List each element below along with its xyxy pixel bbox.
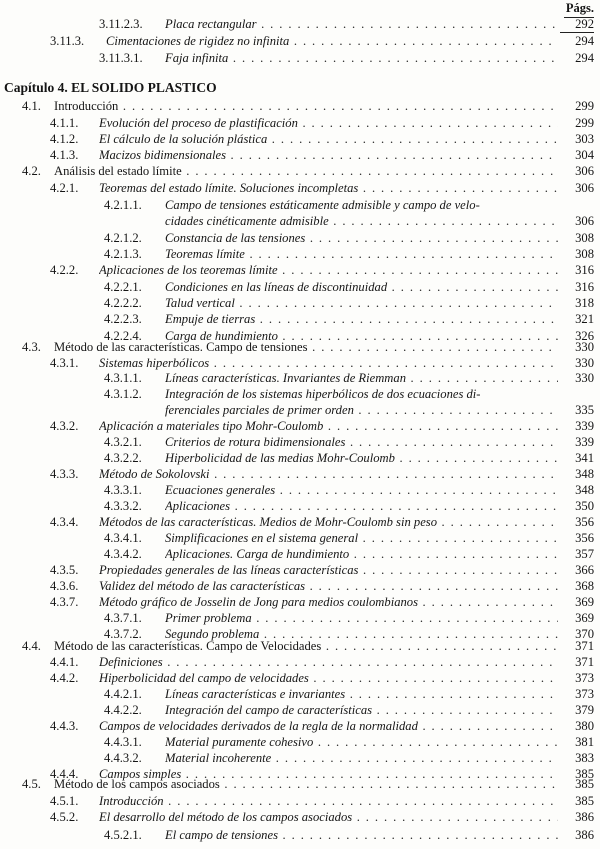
toc-entry <box>0 827 600 843</box>
entry-number: 4.2.2.3. <box>104 312 142 326</box>
entry-title: Método gráfico de Josselin de Jong para medios coulombianos . . . <box>99 594 558 610</box>
entry-title: Criterios de rotura bidimensionales . . . <box>165 434 558 450</box>
entry-number: 4.3.2.2. <box>104 451 142 465</box>
toc-entry <box>0 115 600 131</box>
entry-number: 4.3.7.2. <box>104 627 142 641</box>
toc-entry <box>0 562 600 578</box>
toc-entry <box>0 180 600 196</box>
entry-title: Validez del método de las características . . . <box>99 578 558 594</box>
entry-number: 4.3.6. <box>50 579 79 593</box>
entry-page-number: 306 <box>575 214 594 228</box>
entry-title: Análisis del estado límite . . . <box>54 163 558 179</box>
toc-entry <box>0 734 600 750</box>
entry-number: 4.4.3.2. <box>104 751 142 765</box>
entry-page-number: 306 <box>575 181 594 195</box>
entry-page-number: 380 <box>575 719 594 733</box>
entry-number: 4.3.7. <box>50 595 79 609</box>
toc-entry <box>0 776 600 792</box>
toc-entry <box>0 16 600 32</box>
entry-page-number: 306 <box>575 164 594 178</box>
entry-number: 4.2.1.3. <box>104 247 142 261</box>
toc-entry <box>0 230 600 246</box>
entry-number: 4.3.5. <box>50 563 79 577</box>
entry-page-number: 379 <box>575 703 594 717</box>
entry-number: 4.3.4.2. <box>104 547 142 561</box>
entry-number: 4.3.4. <box>50 515 79 529</box>
entry-title: El campo de tensiones . . . <box>165 827 558 843</box>
toc-entry <box>0 163 600 179</box>
entry-number: 4.4.2. <box>50 671 79 685</box>
entry-number: 4.5.1. <box>50 794 79 808</box>
toc-entry <box>0 279 600 295</box>
entry-page-number: 385 <box>575 794 594 808</box>
entry-number: 3.11.2.3. <box>99 17 143 31</box>
entry-page-number: 373 <box>575 687 594 701</box>
entry-title: Hiperbolicidad de las medias Mohr-Coulomb . . . <box>165 450 558 466</box>
entry-title: Primer problema . . . <box>165 610 558 626</box>
entry-number: 4.3.3. <box>50 467 79 481</box>
entry-page-number: 371 <box>575 655 594 669</box>
entry-number: 4.5. <box>22 777 41 791</box>
entry-number: 4.4.3. <box>50 719 79 733</box>
toc-entry <box>0 213 600 229</box>
entry-page-number: 339 <box>575 419 594 433</box>
entry-page-number: 330 <box>575 340 594 354</box>
entry-page-number: 386 <box>575 810 594 824</box>
entry-title: cidades cinéticamente admisible . . . <box>165 213 558 229</box>
chapter-heading: Capítulo 4. EL SOLIDO PLASTICO <box>4 80 217 95</box>
entry-page-number: 316 <box>575 280 594 294</box>
entry-page-number: 294 <box>575 51 594 65</box>
toc-entry <box>0 809 600 825</box>
entry-title: Métodos de las características. Medios de Mohr-Coulomb sin peso . . . <box>99 514 558 530</box>
entry-title: Campo de tensiones estáticamente admisible y campo de velo- <box>165 198 480 212</box>
entry-title: Aplicación a materiales tipo Mohr-Coulomb . . . <box>99 418 558 434</box>
entry-page-number: 385 <box>575 777 594 791</box>
entry-number: 4.3.1.1. <box>104 371 142 385</box>
entry-number: 4.3.7.1. <box>104 611 142 625</box>
entry-page-number: 381 <box>575 735 594 749</box>
entry-page-number: 385 <box>575 767 594 781</box>
entry-title: ferenciales parciales de primer orden . . . <box>165 402 558 418</box>
entry-number: 4.3.1. <box>50 356 79 370</box>
entry-title: El cálculo de la solución plástica . . . <box>99 131 558 147</box>
entry-title: Aplicaciones . . . <box>165 498 558 514</box>
toc-entry <box>0 578 600 594</box>
entry-number: 4.5.2. <box>50 810 79 824</box>
entry-title: Aplicaciones. Carga de hundimiento . . . <box>165 546 558 562</box>
entry-number: 4.3. <box>22 340 41 354</box>
entry-title: Ecuaciones generales . . . <box>165 482 558 498</box>
entry-title: Hiperbolicidad del campo de velocidades . . . <box>99 670 558 686</box>
entry-page-number: 294 <box>575 34 594 48</box>
entry-title: Placa rectangular . . . <box>165 16 558 32</box>
toc-entry <box>0 98 600 114</box>
toc-entry <box>0 793 600 809</box>
toc-entry <box>0 355 600 371</box>
entry-title: Condiciones en las líneas de discontinuidad . . . <box>165 279 558 295</box>
entry-page-number: 326 <box>575 329 594 343</box>
entry-page-number: 356 <box>575 531 594 545</box>
entry-page-number: 371 <box>575 639 594 653</box>
toc-entry <box>0 50 600 66</box>
entry-title: Talud vertical . . . <box>165 295 558 311</box>
entry-title: Líneas características e invariantes . . . <box>165 686 558 702</box>
entry-number: 3.11.3. <box>50 34 85 48</box>
entry-number: 4.1.3. <box>50 148 79 162</box>
entry-page-number: 304 <box>575 148 594 162</box>
entry-page-number: 366 <box>575 563 594 577</box>
entry-number: 4.2.2.4. <box>104 329 142 343</box>
toc-entry <box>0 514 600 530</box>
entry-page-number: 368 <box>575 579 594 593</box>
toc-entry <box>0 686 600 702</box>
entry-page-number: 373 <box>575 671 594 685</box>
entry-number: 4.3.2. <box>50 419 79 433</box>
entry-title: Teoremas límite . . . <box>165 246 558 262</box>
entry-number: 4.3.3.1. <box>104 483 142 497</box>
entry-number: 4.4.2.2. <box>104 703 142 717</box>
entry-title: Evolución del proceso de plastificación . . . <box>99 115 558 131</box>
entry-title: Método de las características. Campo de tensiones . . . <box>54 339 558 355</box>
entry-number: 4.4.2.1. <box>104 687 142 701</box>
entry-title: Aplicaciones de los teoremas límite . . . <box>99 262 558 278</box>
toc-entry <box>0 434 600 450</box>
entry-page-number: 292 <box>560 16 594 33</box>
entry-page-number: 341 <box>575 451 594 465</box>
entry-title: El desarrollo del método de los campos asociados . . . <box>99 809 558 825</box>
entry-page-number: 303 <box>575 132 594 146</box>
toc-entry <box>0 594 600 610</box>
entry-page-number: 308 <box>575 231 594 245</box>
toc-entry <box>0 718 600 734</box>
entry-number: 4.1. <box>22 99 41 113</box>
entry-number: 4.2.2.2. <box>104 296 142 310</box>
entry-title: Segundo problema . . . <box>165 626 558 642</box>
entry-page-number: 335 <box>575 403 594 417</box>
toc-entry <box>0 131 600 147</box>
entry-page-number: 369 <box>575 611 594 625</box>
entry-page-number: 339 <box>575 435 594 449</box>
toc-entry <box>0 482 600 498</box>
entry-title: Campos simples . . . <box>99 766 558 782</box>
entry-title: Material puramente cohesivo . . . <box>165 734 558 750</box>
entry-number: 4.5.2.1. <box>104 828 142 842</box>
toc-entry <box>0 246 600 262</box>
entry-title: Carga de hundimiento . . . <box>165 328 558 344</box>
entry-page-number: 350 <box>575 499 594 513</box>
entry-page-number: 299 <box>575 99 594 113</box>
toc-entry <box>0 339 600 355</box>
toc-entry <box>0 147 600 163</box>
entry-page-number: 318 <box>575 296 594 310</box>
entry-title: Sistemas hiperbólicos . . . <box>99 355 558 371</box>
entry-title: Integración del campo de características . . . <box>165 702 558 718</box>
toc-entry <box>0 370 600 386</box>
entry-number: 3.11.3.1. <box>99 51 143 65</box>
entry-title: Cimentaciones de rigidez no infinita . . . <box>106 33 558 49</box>
entry-number: 4.3.3.2. <box>104 499 142 513</box>
entry-number: 4.4. <box>22 639 41 653</box>
pages-column-header: Págs. <box>565 1 594 15</box>
entry-title: Material incoherente . . . <box>165 750 558 766</box>
toc-entry <box>0 670 600 686</box>
toc-entry <box>0 638 600 654</box>
entry-page-number: 356 <box>575 515 594 529</box>
entry-number: 4.2.1.2. <box>104 231 142 245</box>
entry-title: Definiciones . . . <box>99 654 558 670</box>
entry-page-number: 316 <box>575 263 594 277</box>
entry-title: Macizos bidimensionales . . . <box>99 147 558 163</box>
entry-page-number: 299 <box>575 116 594 130</box>
entry-number: 4.2.1.1. <box>104 198 142 212</box>
entry-title: Simplificaciones en el sistema general . . . <box>165 530 558 546</box>
entry-number: 4.4.3.1. <box>104 735 142 749</box>
entry-title: Empuje de tierras . . . <box>165 311 558 327</box>
entry-number: 4.2. <box>22 164 41 178</box>
entry-page-number: 330 <box>575 371 594 385</box>
toc-entry <box>0 262 600 278</box>
entry-number: 4.4.4. <box>50 767 79 781</box>
toc-entry <box>0 450 600 466</box>
entry-page-number: 369 <box>575 595 594 609</box>
entry-title: Propiedades generales de las líneas características . . . <box>99 562 558 578</box>
toc-entry <box>0 466 600 482</box>
entry-number: 4.1.1. <box>50 116 79 130</box>
toc-entry <box>0 295 600 311</box>
toc-entry <box>0 311 600 327</box>
entry-page-number: 348 <box>575 467 594 481</box>
entry-number: 4.3.4.1. <box>104 531 142 545</box>
entry-number: 4.2.2.1. <box>104 280 142 294</box>
toc-entry <box>0 418 600 434</box>
entry-page-number: 386 <box>575 828 594 842</box>
toc-entry <box>0 530 600 546</box>
toc-entry <box>0 197 600 213</box>
entry-number: 4.2.1. <box>50 181 79 195</box>
entry-page-number: 330 <box>575 356 594 370</box>
toc-entry <box>0 386 600 402</box>
entry-page-number: 383 <box>575 751 594 765</box>
entry-title: Introducción . . . <box>54 98 558 114</box>
entry-page-number: 308 <box>575 247 594 261</box>
entry-title: Método de Sokolovski . . . <box>99 466 558 482</box>
entry-title: Teoremas del estado límite. Soluciones incompletas . . . <box>99 180 558 196</box>
toc-entry <box>0 654 600 670</box>
entry-page-number: 370 <box>575 627 594 641</box>
entry-title: Integración de los sistemas hiperbólicos de dos ecuaciones di- <box>165 387 481 401</box>
entry-title: Método de las características. Campo de Velocidades . . . <box>54 638 558 654</box>
entry-page-number: 357 <box>575 547 594 561</box>
toc-entry <box>0 610 600 626</box>
entry-title: Campos de velocidades derivados de la regla de la normalidad . . . <box>99 718 558 734</box>
entry-number: 4.4.1. <box>50 655 79 669</box>
toc-entry <box>0 402 600 418</box>
entry-title: Introducción . . . <box>99 793 558 809</box>
entry-title: Líneas características. Invariantes de Riemman . . . <box>165 370 558 386</box>
entry-title: Constancia de las tensiones . . . <box>165 230 558 246</box>
entry-page-number: 321 <box>575 312 594 326</box>
entry-number: 4.1.2. <box>50 132 79 146</box>
entry-number: 4.3.2.1. <box>104 435 142 449</box>
entry-page-number: 348 <box>575 483 594 497</box>
entry-title: Faja infinita . . . <box>165 50 558 66</box>
toc-entry <box>0 750 600 766</box>
entry-number: 4.3.1.2. <box>104 387 142 401</box>
entry-title: Método de los campos asociados . . . <box>54 776 558 792</box>
toc-entry <box>0 546 600 562</box>
toc-entry <box>0 702 600 718</box>
entry-number: 4.2.2. <box>50 263 79 277</box>
toc-entry <box>0 498 600 514</box>
toc-entry <box>0 33 600 49</box>
